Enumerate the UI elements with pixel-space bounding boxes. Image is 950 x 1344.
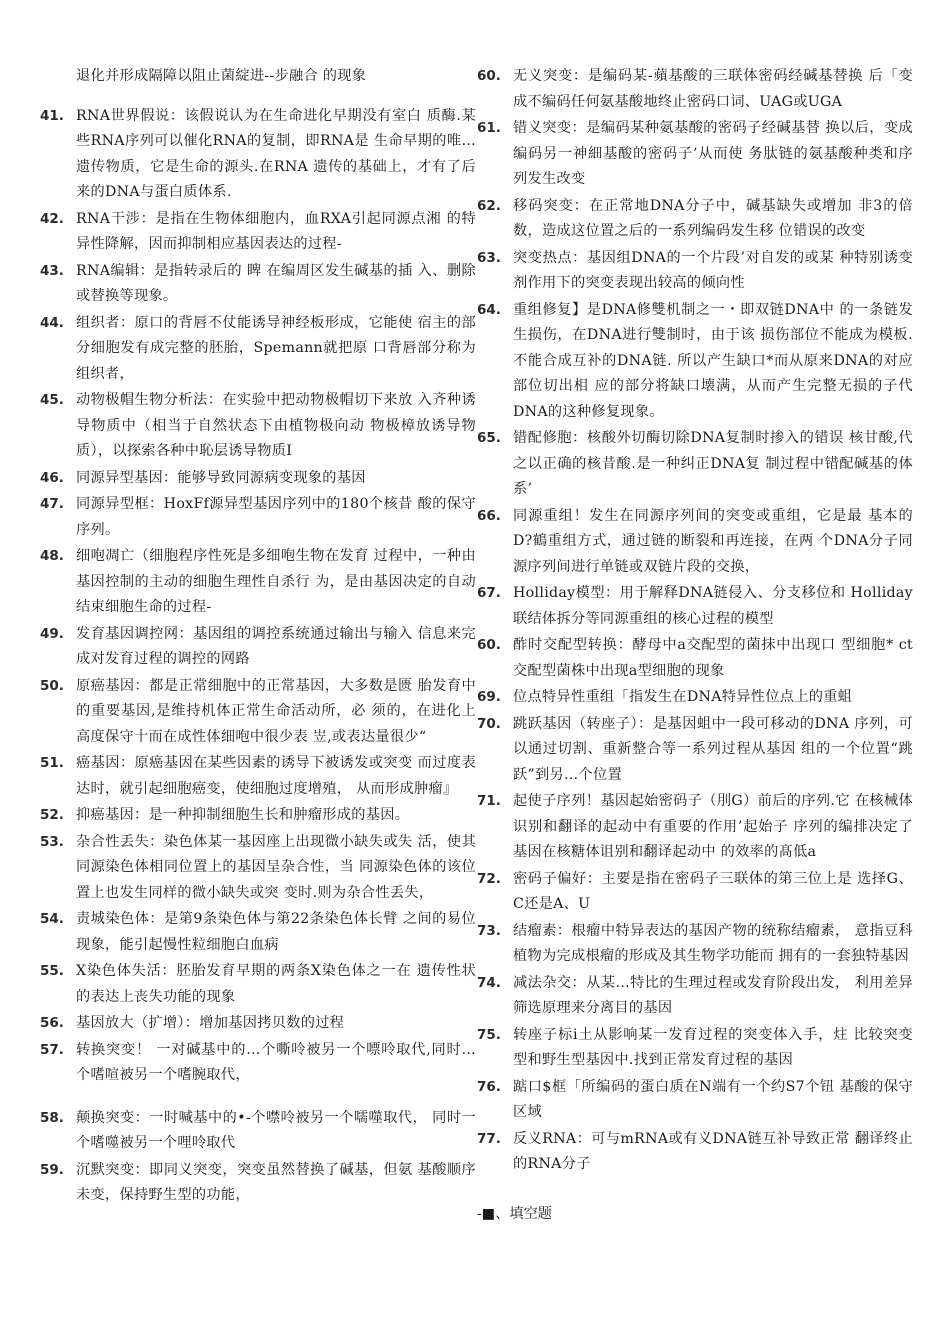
glossary-entry [477,633,913,684]
entry-number: 58. [40,1109,64,1126]
glossary-entry [477,298,913,426]
entry-number: 47. [40,496,64,512]
entry-text: 移码突变：在正常地DNA分子中，碱基缺失或增加 非3的倍数，造成这位置之后的一系列编码发生移 位错误的改变 [513,197,913,239]
entry-number: 77. [477,1130,501,1147]
entry-number: 76. [477,1078,501,1095]
glossary-entry [40,207,476,258]
entry-number: 63. [477,249,501,266]
entry-text: 沉默突变：即同义突变，突变虽然替换了碱基，但氨 基酸顺序未变，保持野生型的功能， [76,1161,476,1203]
entry-text: 颠换突变：一时喊基中的•-个噤呤被另一个嚅噬取代， 同时一个嗜噬被另一个哩呤取代 [76,1109,476,1151]
entry-number: 60. [477,637,501,653]
entry-number: 70. [477,715,501,732]
entry-text: 错义突变：是编码某种氨基酸的密码子经碱基替 换以后，变成编码另一神細基酸的密码子’从而使 务肽链的氨基酸种类和序列发生改变 [513,120,913,187]
entry-text: 同源异型框：HoxFf源异型基因序列中的180个核昔 酸的保守序列。 [76,496,476,538]
entry-text: RNA编辑：是指转录后的 睥 在编周区发生碱基的插 入、删除或替换等现象。 [76,262,476,304]
section-heading-fill-in: -■、填空题 [477,1205,552,1222]
entry-number: 64. [477,301,501,318]
glossary-entry [477,194,913,245]
entry-text: Holliday模型：用于解释DNA链侵入、分支移位和 Holliday联结体拆分等同源重组的核心过程的模型 [513,585,913,627]
entry-number: 51. [40,755,64,771]
entry-text: 责城染色体：是第9条染色体与第22条染色体长臂 之间的易位现象，能引起慢性粒细胞白血病 [76,911,476,953]
entry-text: 重组修复】是DNA修雙机制之一・即双链DNA中 的一条链发生损伤，在DNA进行雙制时，由于该 损伤部位不能成为模板.不能合成互补的DNA链. 所以产生缺口*而从原来DNA的对应部位切出相 应的部分将缺口壊满，从而产生完整无损的子代 DNA的这种修复现象。 [513,301,913,420]
glossary-entry [477,789,913,866]
entry-text: 杂合性丢失：染色体某一基因座上出现微小缺失或失 活，使其同源染色体相同位置上的基因呈杂合性，当 同源染色体的该位置上也发生同样的微小缺失或突 变时.则为杂合性丢失， [76,833,476,901]
entry-number: 69. [477,689,501,705]
entry-text: 同源异型基因：能够导致同源病变现象的基因 [76,469,366,486]
continued-definition: 退化并形成隔障以阻止菌綻进--步融合 的现象 [76,68,367,84]
entry-number: 61. [477,120,501,136]
entry-text: 基因放大（扩增）：增加基因拷贝数的过程 [76,1015,345,1031]
glossary-entry [40,907,476,958]
glossary-entry [477,504,913,581]
entry-number: 72. [477,870,501,887]
glossary-entry [477,246,913,297]
glossary-entry [40,388,476,465]
entry-number: 45. [40,392,64,408]
glossary-entry [477,919,913,970]
glossary-entry [40,544,476,621]
entry-number: 60. [477,68,501,84]
entry-text: 结瘤素：根瘤中特异表达的基因产物的统称结瘤素， 意指豆科植物为完成根瘤的形成及其生物学功能而 拥有的一套独特基因 [513,922,913,964]
entry-text: 发育基因调控网：基因组的调控系统通过输出与输入 信息来完成对发育过程的调控的网路 [76,625,476,667]
right-column [477,64,913,1227]
entry-text: 无义突变：是编码某-蘋基酸的三联体密码经碱基替换 后「变成不编码任何氨基酸地终止密码口词、UAG或UGA [513,68,913,110]
entry-number: 71. [477,793,501,809]
glossary-entry [40,1038,476,1089]
glossary-entry [40,259,476,310]
entry-text: 原癌基因：都是正常细胞中的正常基因，大多数是匮 胎发育中的重要基因,是维持机体正常生命活动所，必 须的，在进化上高度保守十而在成性体细咆中很少表 岦,或表达量很少“ [76,677,476,745]
entry-text: 抑癌基因：是一种抑制细胞生长和肿瘤形成的基因。 [76,807,410,823]
glossary-entry [477,1023,913,1074]
glossary-entry [40,492,476,543]
glossary-entry [40,104,476,206]
entry-number: 50. [40,677,64,694]
entry-text: 组织者：原口的背唇不仗能诱导神经板形成，它能使 宿主的部分细胞发有成完整的胚胎，Spemann就把原 口背唇部分称为组织者， [76,314,476,382]
glossary-entry [477,581,913,632]
entry-number: 54. [40,911,64,927]
glossary-entry [40,830,476,907]
entry-number: 57. [40,1041,64,1058]
entry-text: 转座子标i土从影响某一发育过程的突变体入手，炷 比较突变型和野生型基因中.找到正常发育过程的基因 [513,1026,913,1068]
glossary-entry [40,466,476,492]
entry-number: 56. [40,1015,64,1031]
glossary-entry [477,1075,913,1126]
glossary-entry [40,622,476,673]
entry-text: 错配修胞：核酸外切酶切除DNA复制时掺入的错误 核甘酸,代之以正确的核昔酸.是一种纠正DNA复 制过程中错配碱基的体系’ [513,430,913,497]
entry-number: 73. [477,922,501,939]
glossary-entry [40,674,476,751]
entry-text: 跳跃基因（转座子）：是基因蛆中一段可移动的DNA 序列，可以通过切割、重新整合等一系列过程从基因 组的一个位置“跳跃”到另…个位置 [513,715,913,783]
entry-number: 42. [40,210,64,227]
entry-number: 53. [40,833,64,850]
glossary-entry [40,311,476,388]
glossary-entry [477,685,913,711]
entry-text: RNA世界假说：该假说认为在生命进化早期没有室白 质酶.某些RNA序列可以催化RNA的复制，即RNA是 生命早期的唯…遗传物质，它是生命的源头.在RNA 遗传的基础上，才有了后来的DNA与蛋白质体系. [76,107,476,200]
glossary-entry [477,116,913,193]
entry-number: 62. [477,197,501,214]
glossary-entry [40,1011,476,1037]
glossary-entry [40,803,476,829]
left-column [40,64,476,1210]
entry-text: 同源重组！发生在同源序列间的突变或重组，它是最 基本的D?鶴重组方式，通过链的断裂和再连接，在两 个DNA分子同源序列间进行单链或双链片段的交换， [513,507,913,575]
entry-number: 67. [477,585,501,601]
glossary-entry [477,971,913,1022]
entry-number: 55. [40,963,64,979]
entry-number: 65. [477,430,501,446]
entry-text: 起使子序列！基因起始密码子（刖G）前后的序列.它 在核械体识别和翻译的起动中有重要的作用’起始子 序列的编排决定了基因在核糖体诅别和翻译起动中 的效率的髙低a [513,793,913,860]
entry-number: 75. [477,1026,501,1043]
entry-number: 48. [40,548,64,564]
glossary-entry [477,426,913,503]
entry-text: 密码子偏好：主要是指在密码子三联体的第三位上是 选择G、C还是A、U [513,870,913,912]
entry-number: 46. [40,469,64,486]
entry-text: 位点特异性重组「指发生在DNA特异性位点上的重蛆 [513,689,853,705]
entry-number: 74. [477,974,501,991]
entry-text: 转换突变！ 一对碱基中的…个嘶呤被另一个嘌呤取代,同时…个嗜喧被另一个嗜腕取代， [76,1041,476,1083]
entry-text: X染色体失活：胚胎发育早期的两条X染色体之一在 遗传性状的表达上丧失功能的现象 [76,963,476,1005]
entry-text: 踮口$框「所编码的蛋白质在N端有一个约S7个钮 基酸的保守区域 [513,1078,913,1120]
glossary-entry [40,751,476,802]
glossary-entry [477,1127,913,1178]
entry-number: 59. [40,1161,64,1178]
entry-number: 44. [40,314,64,331]
glossary-entry [40,1106,476,1157]
entry-text: 减法杂交：从某…特比的生理过程或发育阶段出发， 利用差异筛选原理来分离目的基因 [513,974,913,1016]
entry-text: 癌基因：原癌基因在某些因素的诱导下被诱发或突变 而过度表达时，就引起细胞癌变，使细胞过度增殖， 从而形成肿瘤』 [76,755,476,797]
entry-text: 动物极帽生物分析法：在实验中把动物极帽切下来放 入齐种诱导物质中（相当于自然状态下由植物极向动 物极樟放诱导物质），以探索各种中恥层诱导物质I [76,392,476,459]
entry-number: 52. [40,807,64,823]
glossary-entry [477,867,913,918]
glossary-entry [477,712,913,789]
entry-number: 41. [40,107,64,124]
entry-text: RNA干涉：是指在生物体细胞内，血RXA引起同源点湘 的特异性降解，因而抑制相应基因表达的过程- [76,210,476,252]
spacer [40,1090,476,1106]
entry-number: 66. [477,507,501,524]
glossary-entry [40,959,476,1010]
entry-text: 细咆凋亡（细胞程序性死是多细咆生物在发育 过程中，一种由基因控制的主动的细胞生理性自杀行 为，是由基因决定的自动结束细胞生命的过程- [76,548,476,615]
glossary-entry [477,64,913,115]
entry-text: 突变热点：基因组DNA的一个片段’对自发的或某 种特别诱变剂作用下的突变表现出较高的倾向性 [513,249,913,291]
entry-text: 酢时交配型转换：酵母中a交配型的菌抹中出现口 型细胞* ct交配型菌株中出现a型细胞的现象 [513,637,913,679]
entry-number: 43. [40,262,64,279]
entry-text: 反义RNA：可与mRNA或有义DNA链互补导致正常 翻译终止的RNA分子 [513,1130,913,1172]
entry-number: 49. [40,625,64,642]
glossary-entry [40,1158,476,1209]
